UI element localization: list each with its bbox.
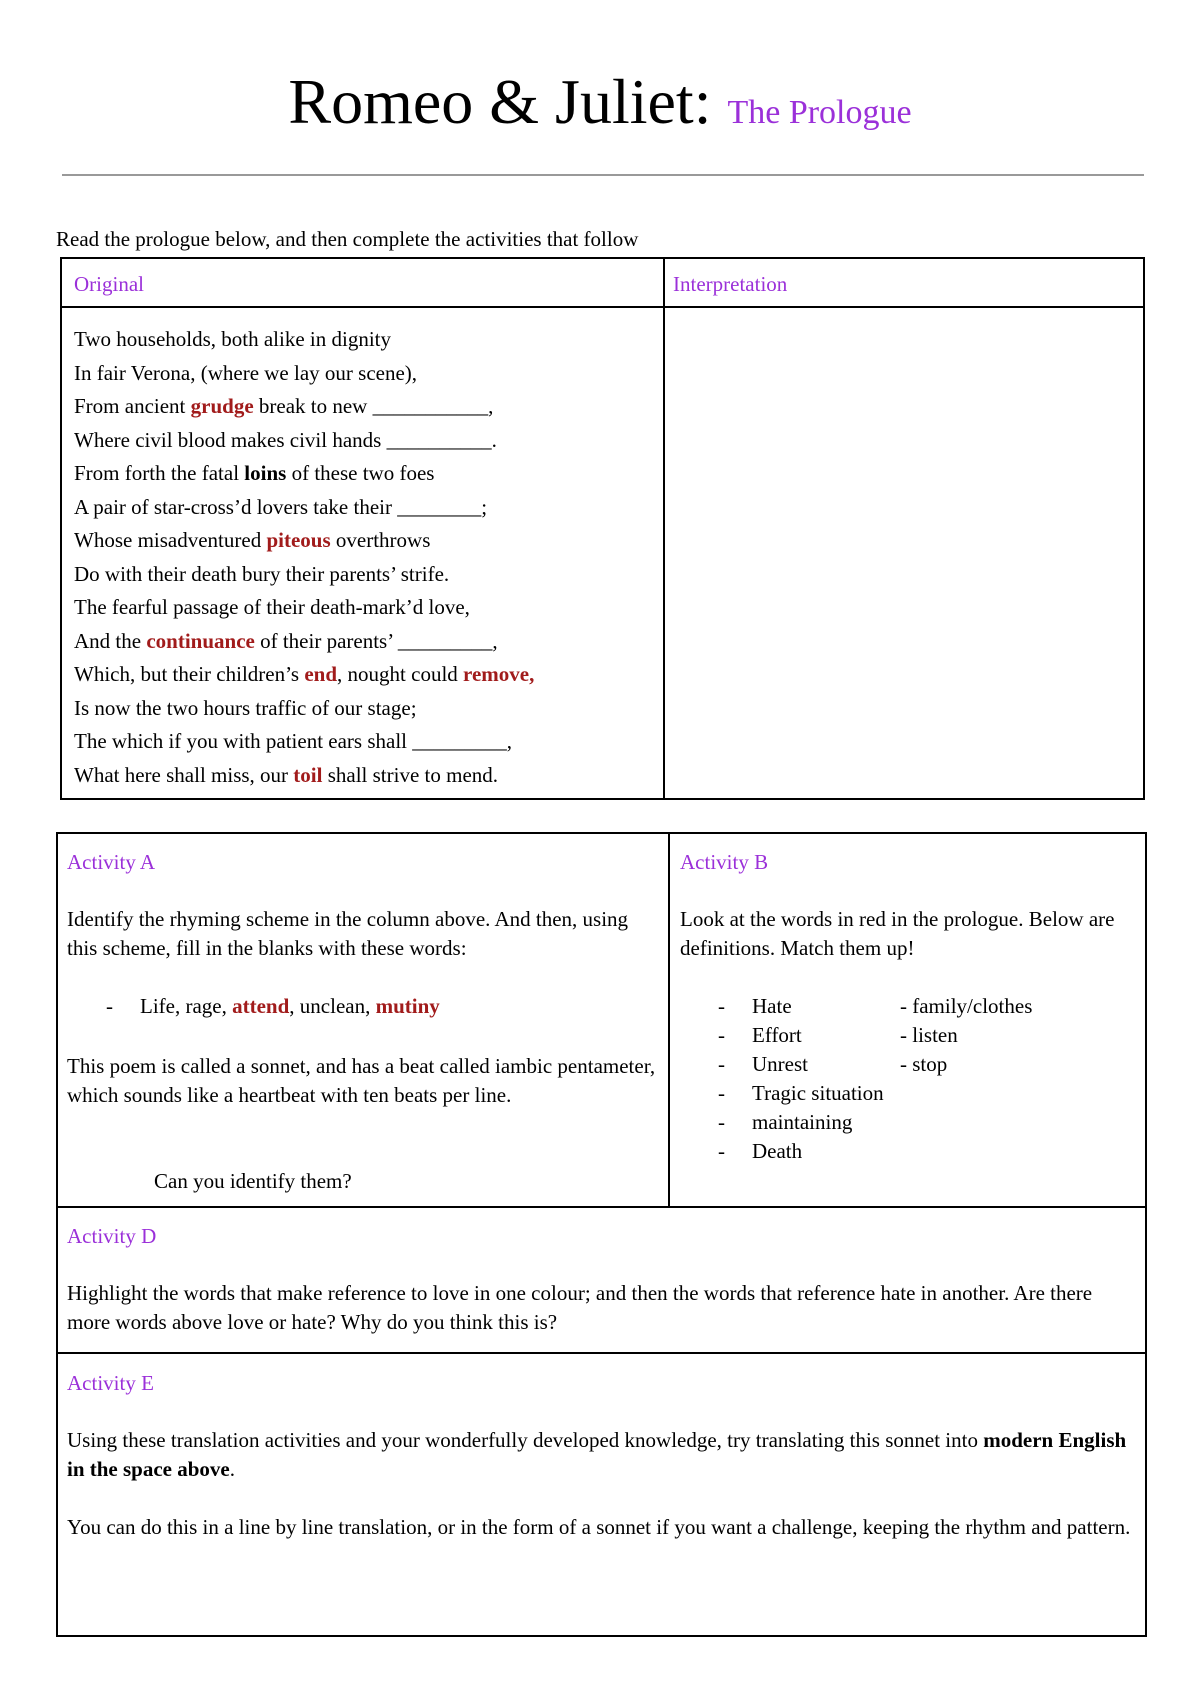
activity-d-instructions: Highlight the words that make reference to love in one colour; and then the words that reference hate in another. Are there more words above love or hate? Why do you think this is? — [67, 1281, 1093, 1334]
column-divider — [668, 834, 670, 1206]
activity-d-title: Activity D — [67, 1224, 157, 1248]
activity-e-title: Activity E — [67, 1371, 154, 1395]
column-header-interpretation: Interpretation — [673, 272, 788, 296]
column-header-original: Original — [74, 272, 144, 296]
activity-b-title: Activity B — [680, 850, 769, 874]
poem-line: What here shall miss, our toil shall strive to mend. — [74, 762, 499, 787]
poem-line: Two households, both alike in dignity — [74, 327, 392, 351]
activity-e-instructions: Using these translation activities and your wonderfully developed knowledge, try translating this sonnet into modern English in the space above. — [67, 1428, 1127, 1481]
page-title — [0, 62, 1200, 153]
title-subtitle: The Prologue — [727, 94, 912, 131]
prologue-table — [60, 257, 1145, 800]
red-word: piteous — [266, 528, 331, 552]
red-word: grudge — [190, 394, 254, 418]
activity-a-instructions: Identify the rhyming scheme in the column above. And then, using this scheme, fill in the blanks with these words: — [67, 907, 629, 960]
poem-line: And the continuance of their parents’ _________, — [74, 628, 498, 653]
title-divider — [62, 174, 1144, 176]
poem-line: Which, but their children’s end, nought could remove, — [74, 662, 535, 686]
red-word: attend — [232, 994, 290, 1018]
poem-line: The which if you with patient ears shall _________, — [74, 729, 512, 753]
red-word: end — [304, 662, 338, 686]
row-divider — [58, 1206, 1145, 1208]
title-main: Romeo & Juliet: — [288, 66, 712, 137]
poem-line: From ancient grudge break to new ___________, — [74, 394, 494, 418]
activity-e-options: You can do this in a line by line translation, or in the form of a sonnet if you want a challenge, keeping the rhythm and pattern. — [67, 1515, 1131, 1539]
instructions: Read the prologue below, and then complete the activities that follow — [56, 227, 639, 251]
activities-table: Activity A Identify the rhyming scheme in the column above. And then, using this scheme, fill in the blanks with these words: - Life, rage, attend, unclean, mutiny This poem is called a sonnet, and has a beat called iambic pentameter, which sounds like a heartbeat with ten beats per line. Can you identify them? Activity B Look at the words in red in the prologue. Below are definitions. Match them up! - Hate - family/clothes - Effort - listen - Unrest - stop - Tragic situation - maintaining - Death Activity D Highlight the words that make reference to love in one colour; and then the words that reference hate in another. Are there more words above love or hate? Why do you think this is? Activity E Using these translation activities and your wonderfully developed knowledge, try translating this sonnet into modern English in the space above. You can do this in a line by line translation, or in the form of a sonnet if you want a challenge, keeping the rhythm and pattern. — [56, 832, 1147, 1637]
poem-line: Is now the two hours traffic of our stage; — [74, 695, 417, 720]
poem-line: A pair of star-cross’d lovers take their ________; — [74, 494, 488, 519]
poem-line: Whose misadventured piteous overthrows — [74, 528, 431, 552]
activity-a-sonnet-note: This poem is called a sonnet, and has a beat called iambic pentameter, which sounds like a heartbeat with ten beats per line. — [67, 1054, 656, 1107]
prologue-text — [74, 323, 534, 792]
bold-word: loins — [244, 461, 287, 485]
row-divider — [58, 1352, 1145, 1354]
activity-b-instructions: Look at the words in red in the prologue. Below are definitions. Match them up! — [680, 907, 1115, 960]
column-divider — [663, 259, 665, 798]
poem-line: From forth the fatal loins of these two foes — [74, 461, 435, 485]
poem-line: Where civil blood makes civil hands __________. — [74, 427, 497, 452]
red-word: continuance — [146, 628, 255, 653]
header-divider — [62, 306, 1143, 308]
poem-line: The fearful passage of their death-mark’d love, — [74, 595, 470, 619]
red-word: mutiny — [375, 994, 440, 1018]
poem-line: In fair Verona, (where we lay our scene), — [74, 360, 418, 385]
activity-a-title: Activity A — [67, 850, 156, 874]
poem-line: Do with their death bury their parents’ strife. — [74, 561, 450, 586]
activity-a-question: Can you identify them? — [154, 1169, 352, 1193]
red-word: remove — [463, 662, 530, 686]
red-word: toil — [293, 762, 323, 787]
